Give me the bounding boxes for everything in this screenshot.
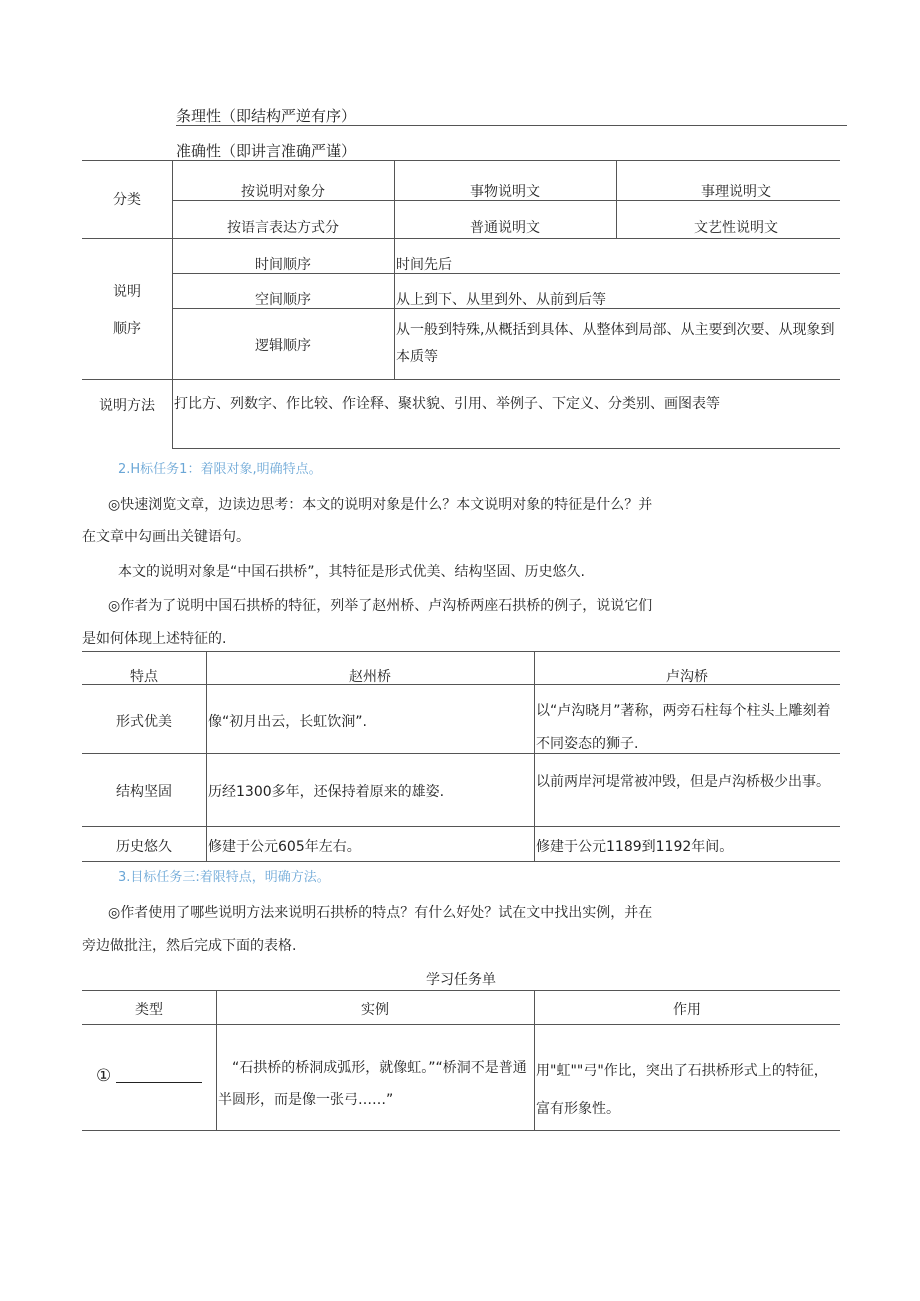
table3-effect: 用"虹""弓"作比，突出了石拱桥形式上的特征，富有形象性。 [536, 1063, 828, 1117]
method-desc: 打比方、列数字、作比较、作诠释、聚状貌、引用、举例子、下定义、分类别、画图表等 [174, 396, 720, 412]
table2-feature-2: 结构坚固 [116, 784, 172, 800]
table2-lugou-2: 以前两岸河堤常被冲毁，但是卢沟桥极少出事。 [536, 774, 830, 790]
top-line-1: 条理性（即结构严逆有序） [176, 107, 357, 125]
type-blank-field[interactable] [116, 1082, 202, 1083]
task3-title: 3.目标任务三:着限特点，明确方法。 [118, 870, 330, 885]
order-name-time: 时间顺序 [255, 257, 311, 273]
top-line-2: 准确性（即讲言准确严谨） [176, 142, 357, 160]
order-name-logic: 逻辑顺序 [255, 338, 311, 354]
classify-type-b-1: 事理说明文 [701, 184, 771, 200]
table2-zhaozhou-1: 像“初月出云，长虹饮涧”. [208, 714, 367, 730]
classify-basis-2: 按语言表达方式分 [227, 220, 339, 236]
task2-question1-line1: ◎快速浏览文章，边读边思考：本文的说明对象是什么？本文说明对象的特征是什么？并 [108, 497, 653, 513]
task2-question2-line2: 是如何体现上述特征的. [82, 631, 227, 647]
classify-type-a-1: 事物说明文 [470, 184, 540, 200]
task-sheet-title: 学习任务单 [426, 972, 496, 988]
table2-header-zhaozhou: 赵州桥 [349, 669, 391, 685]
task2-answer: 本文的说明对象是“中国石拱桥”，其特征是形式优美、结构坚固、历史悠久. [118, 564, 585, 580]
task3-question-line1: ◎作者使用了哪些说明方法来说明石拱桥的特点？有什么好处？试在文中找出实例，并在 [108, 905, 653, 921]
table3-header-example: 实例 [361, 1002, 389, 1018]
order-label-1: 说明 [113, 284, 141, 300]
table2-zhaozhou-3: 修建于公元605年左右。 [208, 839, 361, 855]
order-desc-logic: 从一般到特殊,从概括到具体、从整体到局部、从主要到次要、从现象到本质等 [396, 322, 835, 365]
classify-type-a-2: 普通说明文 [470, 220, 540, 236]
table2-zhaozhou-2: 历经1300多年，还保持着原来的雄姿. [208, 784, 445, 800]
table2-header-feature: 特点 [130, 669, 158, 685]
task2-question2-line1: ◎作者为了说明中国石拱桥的特征，列举了赵州桥、卢沟桥两座石拱桥的例子，说说它们 [108, 598, 653, 614]
task2-question1-line2: 在文章中勾画出关键语句。 [82, 529, 250, 545]
classify-basis-1: 按说明对象分 [241, 184, 325, 200]
table2-feature-1: 形式优美 [116, 714, 172, 730]
table2-feature-3: 历史悠久 [116, 839, 172, 855]
order-desc-space: 从上到下、从里到外、从前到后等 [396, 292, 606, 308]
table2-header-lugou: 卢沟桥 [666, 669, 708, 685]
table2-lugou-3: 修建于公元1189到1192年间。 [536, 839, 734, 855]
table2-lugou-1: 以“卢沟晓月”著称，两旁石柱每个柱头上雕刻着不同姿态的狮子. [536, 703, 831, 752]
table3-example: “石拱桥的桥洞成弧形，就像虹。”“桥洞不是普通半圆形，而是像一张弓……” [218, 1060, 527, 1108]
task2-title: 2.H标任务1：着限对象,明确特点。 [118, 462, 322, 477]
type-number: ① [96, 1066, 112, 1086]
category-label: 分类 [113, 192, 141, 208]
classify-type-b-2: 文艺性说明文 [694, 220, 778, 236]
order-name-space: 空间顺序 [255, 292, 311, 308]
order-label-2: 顺序 [113, 321, 141, 337]
method-label: 说明方法 [99, 398, 155, 414]
table3-header-effect: 作用 [673, 1002, 701, 1018]
order-desc-time: 时间先后 [396, 257, 452, 273]
table3-header-type: 类型 [135, 1002, 163, 1018]
task3-question-line2: 旁边做批注，然后完成下面的表格. [82, 938, 297, 954]
